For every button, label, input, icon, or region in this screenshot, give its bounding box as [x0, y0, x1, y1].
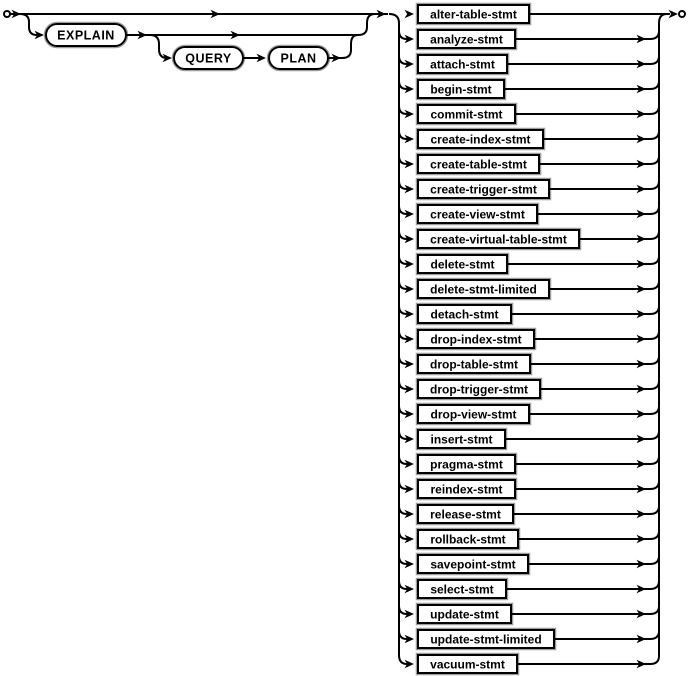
rail-line: [399, 306, 407, 314]
rail-line: [646, 556, 659, 564]
stmt-node-drop-trigger-stmt: [416, 378, 541, 399]
keyword-query: [172, 45, 244, 70]
rail-line: [646, 131, 659, 139]
rail-line: [646, 356, 659, 364]
stmt-label: drop-index-stmt: [430, 332, 522, 347]
stmt-label: create-table-stmt: [430, 157, 527, 172]
stmt-node-update-stmt: [416, 603, 512, 624]
rail-line: [399, 81, 407, 89]
rail-line: [399, 206, 407, 214]
rail-line: [150, 35, 167, 58]
rail-line: [646, 606, 659, 614]
rail-line: [646, 481, 659, 489]
rail-line: [646, 431, 659, 439]
stmt-label: drop-table-stmt: [430, 357, 518, 372]
rail-line: [399, 606, 407, 614]
stmt-label: analyze-stmt: [430, 32, 503, 47]
rail-line: [646, 156, 659, 164]
rail-line: [399, 556, 407, 564]
stmt-node-create-view-stmt: [416, 203, 538, 224]
rail-line: [399, 156, 407, 164]
rail-line: [399, 331, 407, 339]
rail-line: [399, 31, 407, 39]
stmt-node-begin-stmt: [416, 78, 505, 99]
rail-line: [646, 406, 659, 414]
stmt-node-rollback-stmt: [416, 528, 519, 549]
rail-line: [399, 281, 407, 289]
rail-line: [646, 106, 659, 114]
stmt-label: create-view-stmt: [430, 207, 525, 222]
rail-line: [646, 456, 659, 464]
rail-line: [646, 656, 659, 664]
stmt-node-analyze-stmt: [416, 28, 516, 49]
rail-line: [646, 381, 659, 389]
rail-line: [659, 14, 667, 656]
rail-line: [358, 14, 375, 35]
keyword-plan: [267, 45, 329, 70]
stmt-label: release-stmt: [430, 507, 501, 522]
stmt-label: reindex-stmt: [430, 482, 503, 497]
rail-line: [399, 431, 407, 439]
stmt-node-delete-stmt: [416, 253, 508, 274]
rail-line: [646, 531, 659, 539]
rail-line: [399, 256, 407, 264]
stmt-node-create-virtual-table-stmt: [416, 228, 580, 249]
stmt-label: create-trigger-stmt: [430, 182, 537, 197]
stmt-node-vacuum-stmt: [416, 653, 518, 674]
stmt-label: pragma-stmt: [430, 457, 503, 472]
keyword-label: EXPLAIN: [57, 28, 115, 43]
keyword-label: PLAN: [280, 51, 317, 66]
stmt-label: savepoint-stmt: [430, 557, 516, 572]
stmt-label: drop-trigger-stmt: [430, 382, 528, 397]
rail-line: [646, 181, 659, 189]
stmt-label: select-stmt: [430, 582, 494, 597]
stmt-label: attach-stmt: [430, 57, 495, 72]
rail-line: [646, 256, 659, 264]
rail-line: [399, 381, 407, 389]
rail-line: [646, 581, 659, 589]
stmt-node-drop-view-stmt: [416, 403, 530, 424]
rail-line: [399, 506, 407, 514]
stmt-node-drop-table-stmt: [416, 353, 531, 374]
stmt-label: commit-stmt: [430, 107, 503, 122]
stmt-node-alter-table-stmt: [416, 3, 530, 24]
stmt-node-create-table-stmt: [416, 153, 540, 174]
stmt-node-savepoint-stmt: [416, 553, 529, 574]
stmt-node-release-stmt: [416, 503, 514, 524]
rail-line: [399, 631, 407, 639]
stmt-node-insert-stmt: [416, 428, 506, 449]
rail-line: [20, 14, 37, 35]
rail-line: [646, 281, 659, 289]
stmt-node-commit-stmt: [416, 103, 516, 124]
rail-line: [399, 406, 407, 414]
stmt-label: drop-view-stmt: [430, 407, 517, 422]
rail-line: [399, 581, 407, 589]
rail-line: [399, 531, 407, 539]
stmt-node-attach-stmt: [416, 53, 508, 74]
rail-line: [646, 56, 659, 64]
stmt-node-create-index-stmt: [416, 128, 544, 149]
stmt-label: delete-stmt: [430, 257, 495, 272]
rail-line: [399, 231, 407, 239]
rail-line: [399, 356, 407, 364]
rail-line: [646, 331, 659, 339]
stmt-label: rollback-stmt: [430, 532, 506, 547]
stmt-node-select-stmt: [416, 578, 507, 599]
stmt-label: create-index-stmt: [430, 132, 531, 147]
stmt-node-drop-index-stmt: [416, 328, 535, 349]
stmt-label: vacuum-stmt: [430, 657, 505, 672]
stmt-label: detach-stmt: [430, 307, 499, 322]
stmt-label: delete-stmt-limited: [430, 282, 537, 297]
rail-line: [399, 56, 407, 64]
rail-line: [646, 631, 659, 639]
keyword-label: QUERY: [185, 51, 232, 66]
stmt-label: update-stmt-limited: [430, 632, 542, 647]
stmt-node-pragma-stmt: [416, 453, 516, 474]
stmt-node-delete-stmt-limited: [416, 278, 550, 299]
rail-line: [399, 481, 407, 489]
rail-line: [646, 306, 659, 314]
rail-line: [399, 456, 407, 464]
keyword-explain: [44, 22, 127, 47]
start-terminal-icon: [4, 11, 10, 17]
stmt-label: begin-stmt: [430, 82, 492, 97]
arrowhead-icon: [405, 10, 415, 19]
rail-line: [646, 506, 659, 514]
rail-line: [399, 181, 407, 189]
rail-line: [646, 231, 659, 239]
stmt-node-detach-stmt: [416, 303, 512, 324]
stmt-node-create-trigger-stmt: [416, 178, 550, 199]
rail-line: [399, 106, 407, 114]
rail-line: [646, 81, 659, 89]
stmt-node-update-stmt-limited: [416, 628, 555, 649]
rail-line: [399, 131, 407, 139]
stmt-label: create-virtual-table-stmt: [430, 232, 567, 247]
stmt-label: alter-table-stmt: [430, 7, 517, 22]
stmt-node-reindex-stmt: [416, 478, 516, 499]
rail-line: [646, 31, 659, 39]
rail-line: [646, 206, 659, 214]
stmt-label: update-stmt: [430, 607, 499, 622]
end-terminal-icon: [679, 11, 685, 17]
stmt-label: insert-stmt: [430, 432, 493, 447]
